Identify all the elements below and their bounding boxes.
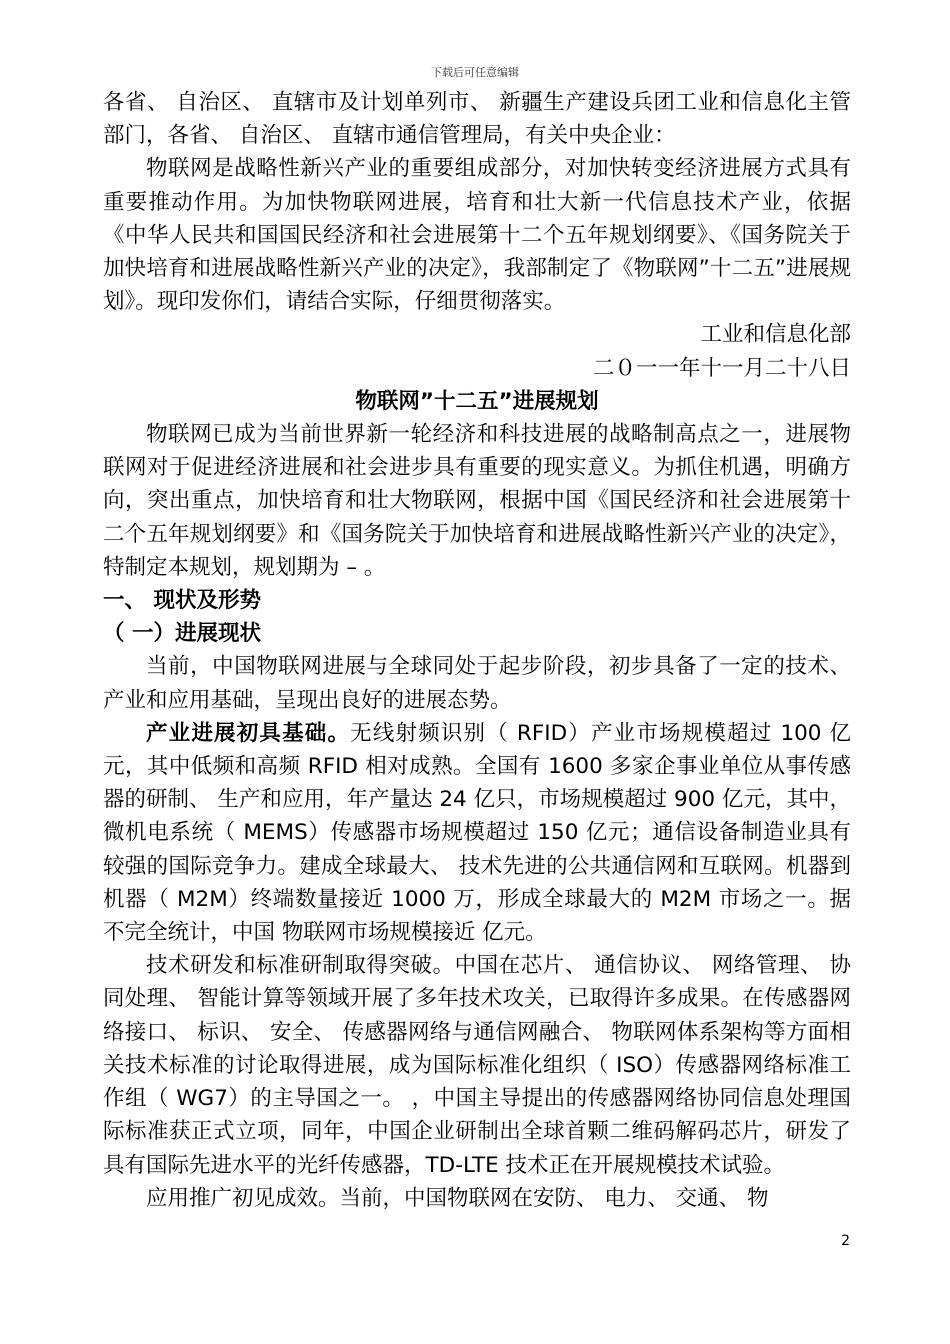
paragraph-lead: 产业进展初具基础。 xyxy=(146,720,351,746)
document-title: 物联网”十二五”进展规划 xyxy=(355,388,599,414)
salutation: 各省、 自治区、 直辖市及计划单列市、 新疆生产建设兵团工业和信息化主管部门，各省、 自治区、 直辖市通信管理局，有关中央企业： xyxy=(103,90,851,149)
paragraph-industry xyxy=(103,717,851,949)
paragraph-status: 当前，中国物联网进展与全球同处于起步阶段，初步具备了一定的技术、 产业和应用基础，呈现出良好的进展态势。 xyxy=(103,654,851,713)
header-note: 下载后可任意编辑 xyxy=(431,66,519,79)
paragraph-technology: 技术研发和标准研制取得突破。中国在芯片、 通信协议、 网络管理、 协同处理、 智能计算等领域开展了多年技术攻关，已取得许多成果。在传感器网络接口、 标识、 安全、 传感器网络与通信网融合、 物联网体系架构等方面相关技术标准的讨论取得进展，成为国际标准化组织（ ISO）传感器网络标准工作组（ WG7）的主导国之一。 ，中国主导提出的传感器网络协同信息处理国际标准获正式立项，同年，中国企业研制出全球首颗二维码解码芯片，研发了具有国际先进水平的光纤传感器，TD-LTE 技术正在开展规模技术试验。 xyxy=(103,953,851,1178)
section-heading: 一、 现状及形势 xyxy=(103,588,261,614)
subsection-heading: （ 一）进展现状 xyxy=(103,621,261,647)
paragraph-industry-body: 无线射频识别（ RFID）产业市场规模超过 100 亿元，其中低频和高频 RFID 相对成熟。全国有 1600 多家企事业单位从事传感器的研制、 生产和应用，年产量达 24 亿只，市场规模超过 900 亿元，其中， 微机电系统（ MEMS）传感器市场规模超过 150 亿元；通信设备制造业具有较强的国际竞争力。建成全球最大、 技术先进的公共通信网和互联网。机器到机器（ M2M）终端数量接近 1000 万，形成全球最大的 M2M 市场之一。据不完全统计，中国 物联网市场规模接近 亿元。 xyxy=(103,720,851,946)
document-body xyxy=(103,86,851,1215)
page-number: 2 xyxy=(841,1233,850,1249)
paragraph-intro-plan: 物联网已成为当前世界新一轮经济和科技进展的战略制高点之一，进展物联网对于促进经济进展和社会进步具有重要的现实意义。为抓住机遇，明确方向，突出重点，加快培育和壮大物联网，根据中国《国民经济和社会进展第十二个五年规划纲要》和《国务院关于加快培育和进展战略性新兴产业的决定》，特制定本规划，规划期为 – 。 xyxy=(103,422,851,580)
signature-org: 工业和信息化部 xyxy=(700,322,851,348)
signature-date: 二０一一年十一月二十八日 xyxy=(592,355,851,381)
intro-paragraph: 物联网是战略性新兴产业的重要组成部分，对加快转变经济进展方式具有重要推动作用。为加快物联网进展，培育和壮大新一代信息技术产业，依据《中华人民共和国国民经济和社会进展第十二个五年规划纲要》、《国务院关于加快培育和进展战略性新兴产业的决定》，我部制定了《物联网”十二五”进展规划》。现印发你们，请结合实际，仔细贯彻落实。 xyxy=(103,156,851,315)
paragraph-application: 应用推广初见成效。当前，中国物联网在安防、 电力、 交通、 物 xyxy=(146,1185,769,1211)
